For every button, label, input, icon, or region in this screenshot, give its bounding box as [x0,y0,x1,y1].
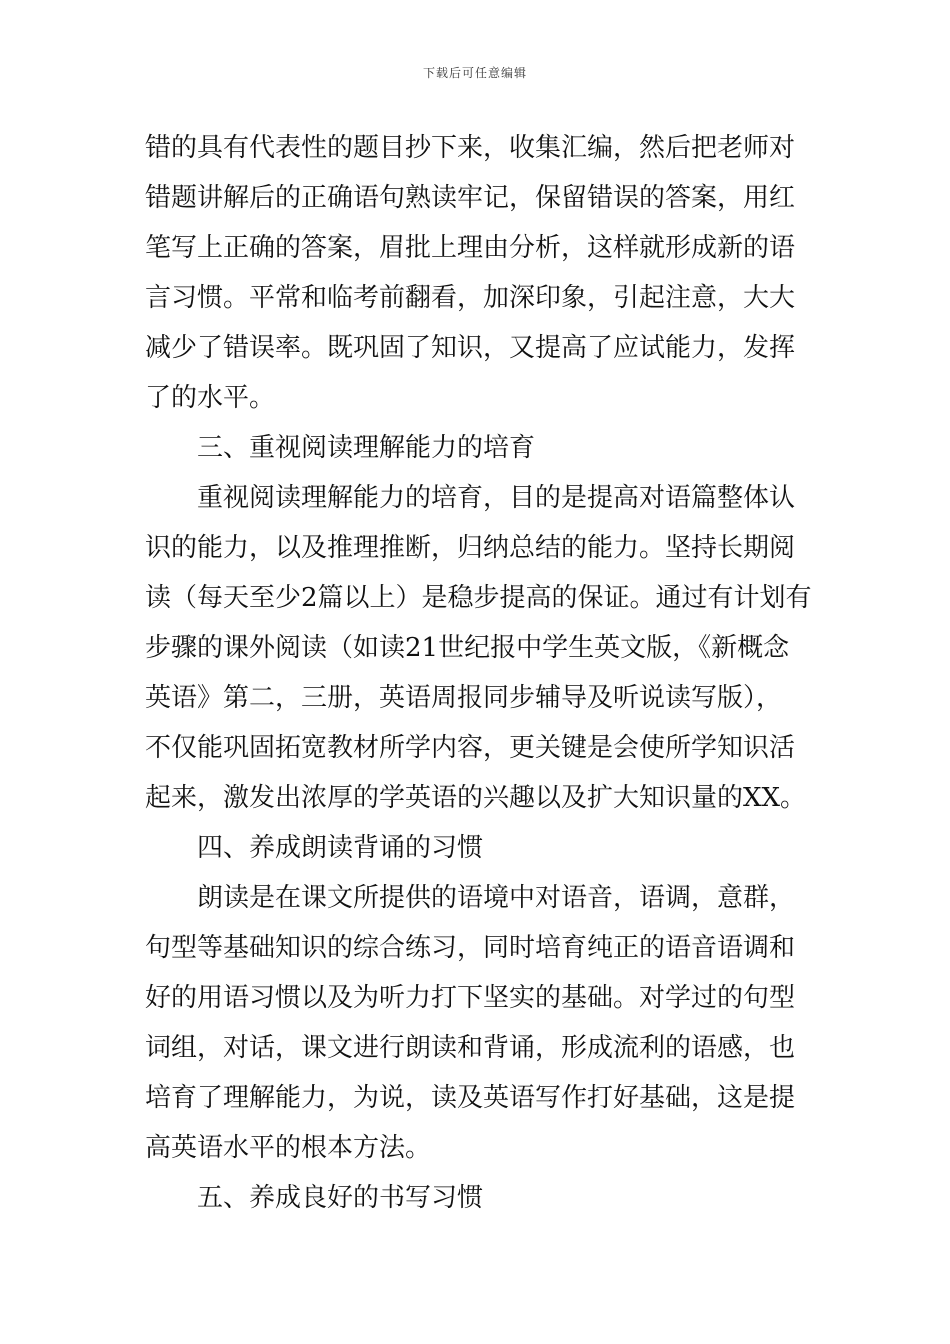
body-line: 步骤的课外阅读（如读21世纪报中学生英文版，《新概念 [145,633,790,663]
section-heading-3: 三、重视阅读理解能力的培育 [197,433,536,463]
body-line: 言习惯。平常和临考前翻看，加深印象，引起注意，大大 [145,283,796,313]
body-line: 了的水平。 [145,383,276,413]
body-line: 减少了错误率。既巩固了知识，又提高了应试能力，发挥 [145,333,796,363]
body-line: 笔写上正确的答案，眉批上理由分析，这样就形成新的语 [145,233,796,263]
section-heading-5: 五、养成良好的书写习惯 [197,1183,484,1213]
page-header: 下载后可任意编辑 [422,66,527,80]
body-line: 朗读是在课文所提供的语境中对语音，语调，意群， [197,883,796,913]
body-line: 好的用语习惯以及为听力打下坚实的基础。对学过的句型 [145,983,796,1013]
body-line: 高英语水平的根本方法。 [145,1133,432,1163]
body-line: 重视阅读理解能力的培育，目的是提高对语篇整体认 [197,483,796,513]
body-line: 词组，对话，课文进行朗读和背诵，形成流利的语感，也 [145,1033,796,1063]
body-line: 英语》第二，三册，英语周报同步辅导及听说读写版）， [145,683,783,713]
body-line: 句型等基础知识的综合练习，同时培育纯正的语音语调和 [145,933,796,963]
section-heading-4: 四、养成朗读背诵的习惯 [197,833,484,863]
body-line: 识的能力，以及推理推断，归纳总结的能力。坚持长期阅 [145,533,796,563]
body-line: 错的具有代表性的题目抄下来，收集汇编，然后把老师对 [145,133,796,163]
body-line: 不仅能巩固拓宽教材所学内容，更关键是会使所学知识活 [145,733,796,763]
body-line: 培育了理解能力，为说，读及英语写作打好基础，这是提 [145,1083,796,1113]
body-line: 错题讲解后的正确语句熟读牢记，保留错误的答案，用红 [145,183,796,213]
body-line: 起来，激发出浓厚的学英语的兴趣以及扩大知识量的XX。 [145,783,807,813]
body-line: 读（每天至少2篇以上）是稳步提高的保证。通过有计划有 [145,583,812,613]
